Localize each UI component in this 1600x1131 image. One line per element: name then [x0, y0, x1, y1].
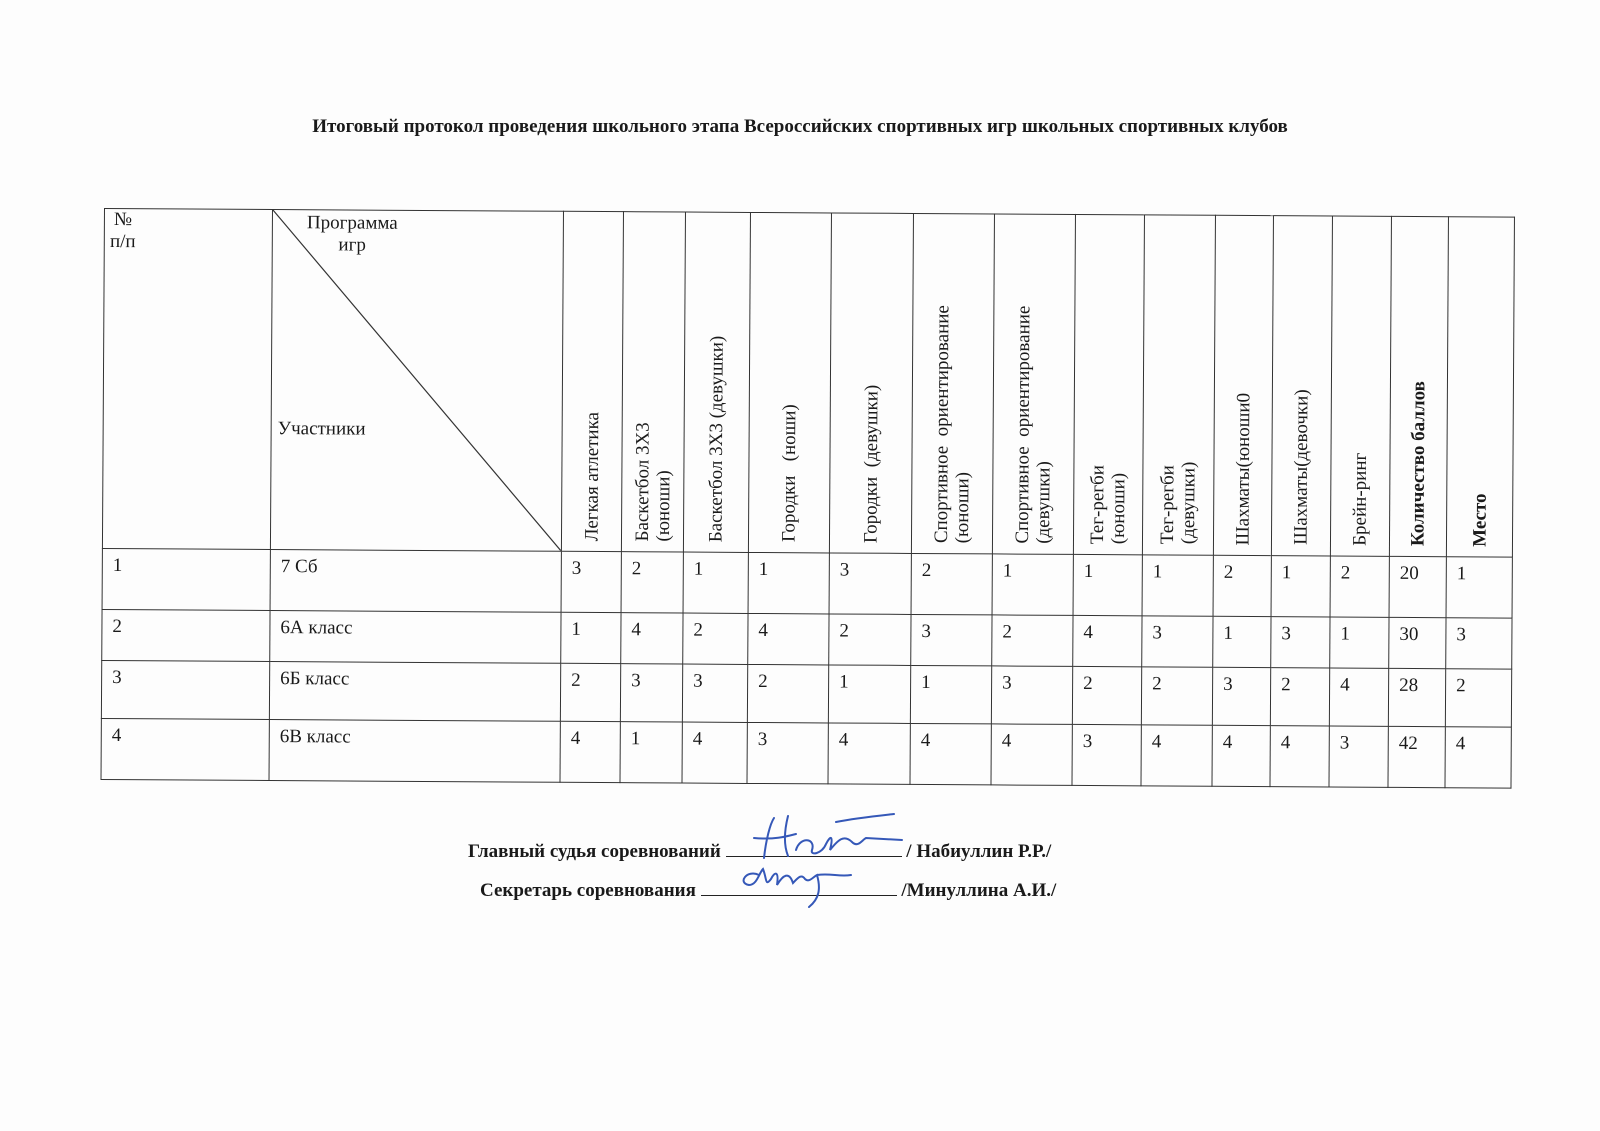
score-cell: 2 — [911, 553, 992, 615]
score-cell: 2 — [1072, 667, 1141, 725]
score-cell: 4 — [748, 614, 829, 665]
score-cell: 3 — [1212, 668, 1270, 726]
program-participants-header — [270, 210, 563, 552]
score-cell: 4 — [828, 722, 910, 784]
score-cell: 4 — [1073, 616, 1142, 667]
score-cell: 3 — [1142, 616, 1213, 667]
score-cell: 3 — [620, 664, 682, 722]
col-header-label: Тег-регби (девушки) — [1156, 461, 1200, 545]
score-cell: 3 — [991, 666, 1072, 724]
col-header-basketball-boys — [621, 212, 685, 552]
team-name: 7 Сб — [270, 550, 561, 613]
score-cell: 1 — [1142, 555, 1213, 617]
score-cell: 1 — [1073, 554, 1142, 616]
col-header-label: Баскетбол 3Х3 (девушки) — [705, 335, 728, 542]
score-cell: 2 — [621, 552, 683, 614]
score-cell: 4 — [682, 722, 747, 784]
score-cell: 2 — [829, 614, 911, 665]
col-header-orienteering-boys — [911, 213, 994, 553]
table-row — [102, 610, 1512, 669]
program-header: Программа игр — [306, 212, 398, 256]
row-number: 4 — [101, 718, 269, 780]
score-cell: 4 — [1212, 725, 1270, 787]
secretary-signature — [701, 849, 901, 909]
table-row — [101, 661, 1511, 727]
col-header-tag-rugby-girls — [1142, 215, 1215, 555]
number-header-label: № п/п — [109, 209, 136, 253]
place-cell: 3 — [1446, 618, 1512, 669]
score-cell: 4 — [1329, 668, 1388, 726]
col-header-gorodki-girls — [829, 213, 913, 553]
score-cell: 1 — [683, 552, 748, 614]
col-header-chess-boys — [1213, 215, 1273, 555]
number-header — [102, 209, 272, 550]
col-header-label: Городки (ноши) — [778, 404, 801, 543]
col-header-gorodki-boys — [748, 212, 831, 552]
judge-label: Главный судья соревнований — [468, 841, 721, 862]
score-cell: 1 — [1271, 556, 1330, 618]
col-header-label: Шахматы(юноши0 — [1231, 392, 1254, 546]
score-cell: 4 — [910, 723, 991, 785]
score-cell: 3 — [1271, 617, 1330, 668]
col-header-label: Количество баллов — [1407, 380, 1430, 547]
score-cell: 1 — [910, 666, 991, 724]
score-cell: 3 — [747, 722, 828, 784]
col-header-label: Спортивное ориентирование (юноши) — [930, 305, 974, 544]
score-cell: 4 — [1141, 724, 1212, 786]
score-cell: 4 — [560, 721, 620, 783]
score-cell: 1 — [992, 554, 1073, 616]
col-header-label: Городки (девушки) — [859, 384, 882, 543]
document-title: Итоговый протокол проведения школьного этапа Всероссийских спортивных игр школьных спортивных клубов — [312, 116, 1288, 137]
header-row — [102, 209, 1514, 558]
score-cell: 1 — [748, 552, 829, 614]
col-header-total-points — [1389, 216, 1448, 556]
score-cell: 2 — [1270, 668, 1329, 726]
score-cell: 2 — [747, 665, 828, 723]
col-header-place — [1446, 217, 1514, 557]
team-name: 6Б класс — [269, 662, 560, 721]
col-header-label: Место — [1468, 492, 1491, 547]
secretary-name: /Минуллина А.И./ — [901, 880, 1057, 901]
col-header-label: Баскетбол 3Х3 (юноши) — [631, 422, 674, 542]
col-header-tag-rugby-boys — [1073, 214, 1144, 554]
place-cell: 1 — [1446, 557, 1512, 619]
protocol-table — [101, 208, 1515, 789]
total-points-cell: 42 — [1388, 726, 1445, 788]
score-cell: 3 — [1072, 724, 1141, 786]
team-name: 6В класс — [269, 719, 560, 782]
score-cell: 2 — [1141, 667, 1212, 725]
score-cell: 4 — [621, 613, 683, 664]
score-cell: 2 — [1213, 555, 1271, 617]
row-number: 3 — [101, 661, 269, 719]
col-header-label: Брейн-ринг — [1349, 452, 1372, 546]
total-points-cell: 20 — [1389, 556, 1446, 618]
col-header-label: Тег-регби (юноши) — [1086, 465, 1130, 545]
secretary-label: Секретарь соревнования — [480, 880, 696, 901]
col-header-athletics — [561, 211, 623, 551]
score-cell: 3 — [561, 551, 621, 613]
total-points-cell: 28 — [1388, 669, 1445, 727]
row-number: 1 — [102, 548, 270, 610]
score-cell: 1 — [1213, 617, 1271, 668]
score-cell: 4 — [1270, 725, 1329, 787]
col-header-label: Спортивное ориентирование (девушки) — [1011, 305, 1055, 544]
place-cell: 2 — [1445, 669, 1511, 727]
judge-name: / Набиуллин Р.Р./ — [906, 841, 1052, 862]
score-cell: 4 — [991, 723, 1072, 785]
score-cell: 1 — [1330, 617, 1389, 668]
total-points-cell: 30 — [1389, 618, 1446, 669]
col-header-brain-ring — [1330, 216, 1391, 556]
score-cell: 3 — [682, 664, 747, 722]
secretary-signature-blank — [701, 875, 897, 896]
score-cell: 3 — [829, 553, 911, 615]
col-header-label: Легкая атлетика — [580, 411, 603, 542]
col-header-orienteering-girls — [992, 214, 1075, 554]
score-cell: 1 — [561, 613, 621, 664]
table-row — [101, 718, 1511, 788]
diagonal-divider — [271, 210, 563, 551]
score-cell: 2 — [1330, 556, 1389, 618]
place-cell: 4 — [1445, 726, 1511, 788]
team-name: 6А класс — [270, 611, 561, 664]
col-header-chess-girls — [1271, 216, 1332, 556]
col-header-basketball-girls — [683, 212, 750, 552]
col-header-label: Шахматы(девочки) — [1290, 389, 1313, 546]
score-cell: 2 — [560, 664, 620, 722]
score-cell: 2 — [683, 613, 748, 664]
table-row — [102, 548, 1512, 618]
score-cell: 3 — [1329, 726, 1388, 788]
score-cell: 1 — [620, 721, 682, 783]
participants-header: Участники — [277, 418, 366, 440]
score-cell: 1 — [828, 665, 910, 723]
secretary-signature-line — [480, 875, 1056, 902]
score-cell: 3 — [911, 615, 992, 666]
score-cell: 2 — [992, 615, 1073, 666]
row-number: 2 — [102, 610, 270, 662]
